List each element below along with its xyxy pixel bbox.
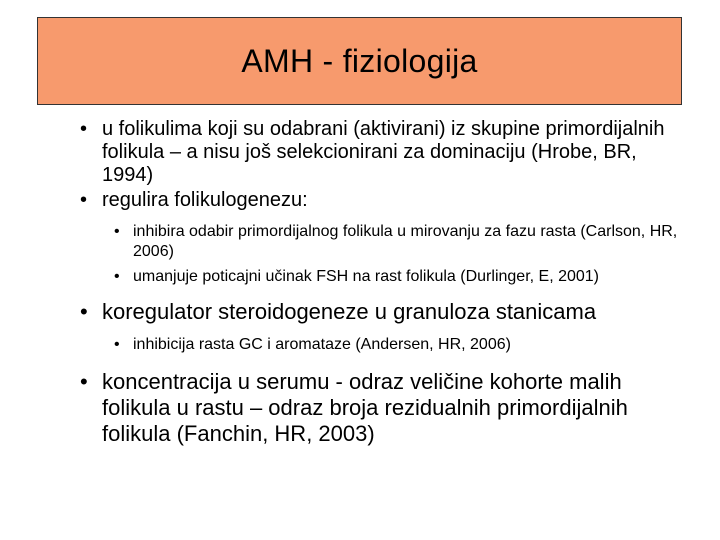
bullet-item [0,118,720,187]
bullet-marker: • [80,118,88,140]
sub-bullet-item [0,335,720,355]
bullet-marker: • [114,223,120,240]
bullet-item [0,369,720,447]
bullet-text: regulira folikulogenezu: [102,189,308,211]
bullet-marker: • [80,189,88,211]
sub-bullet-item [0,267,720,287]
bullet-text: koncentracija u serumu - odraz veličine kohorte malih folikula u rastu – odraz broja rezidualnih primordijalnih folikula (Fanchin, HR, 2003) [102,369,628,446]
sub-bullet-text: umanjuje poticajni učinak FSH na rast folikula (Durlinger, E, 2001) [133,268,600,285]
bullet-marker: • [114,336,120,353]
sub-bullet-item [0,222,720,262]
bullet-marker: • [114,268,120,285]
sub-bullet-text: inhibira odabir primordijalnog folikula u mirovanju za fazu rasta (Carlson, HR, 2006) [133,223,678,260]
bullet-item [0,299,720,325]
bullet-marker: • [80,369,88,394]
bullet-marker: • [80,299,88,324]
bullet-text: u folikulima koji su odabrani (aktivirani) iz skupine primordijalnih folikula – a nisu još selekcionirani za dominaciju (Hrobe, BR, 1994) [102,118,665,186]
slide-body [0,118,720,447]
bullet-item [0,189,720,212]
slide-title: AMH - fiziologija [241,42,478,79]
sub-bullet-text: inhibicija rasta GC i aromataze (Andersen, HR, 2006) [133,336,511,353]
title-box [37,17,682,105]
bullet-text: koregulator steroidogeneze u granuloza stanicama [102,299,597,324]
